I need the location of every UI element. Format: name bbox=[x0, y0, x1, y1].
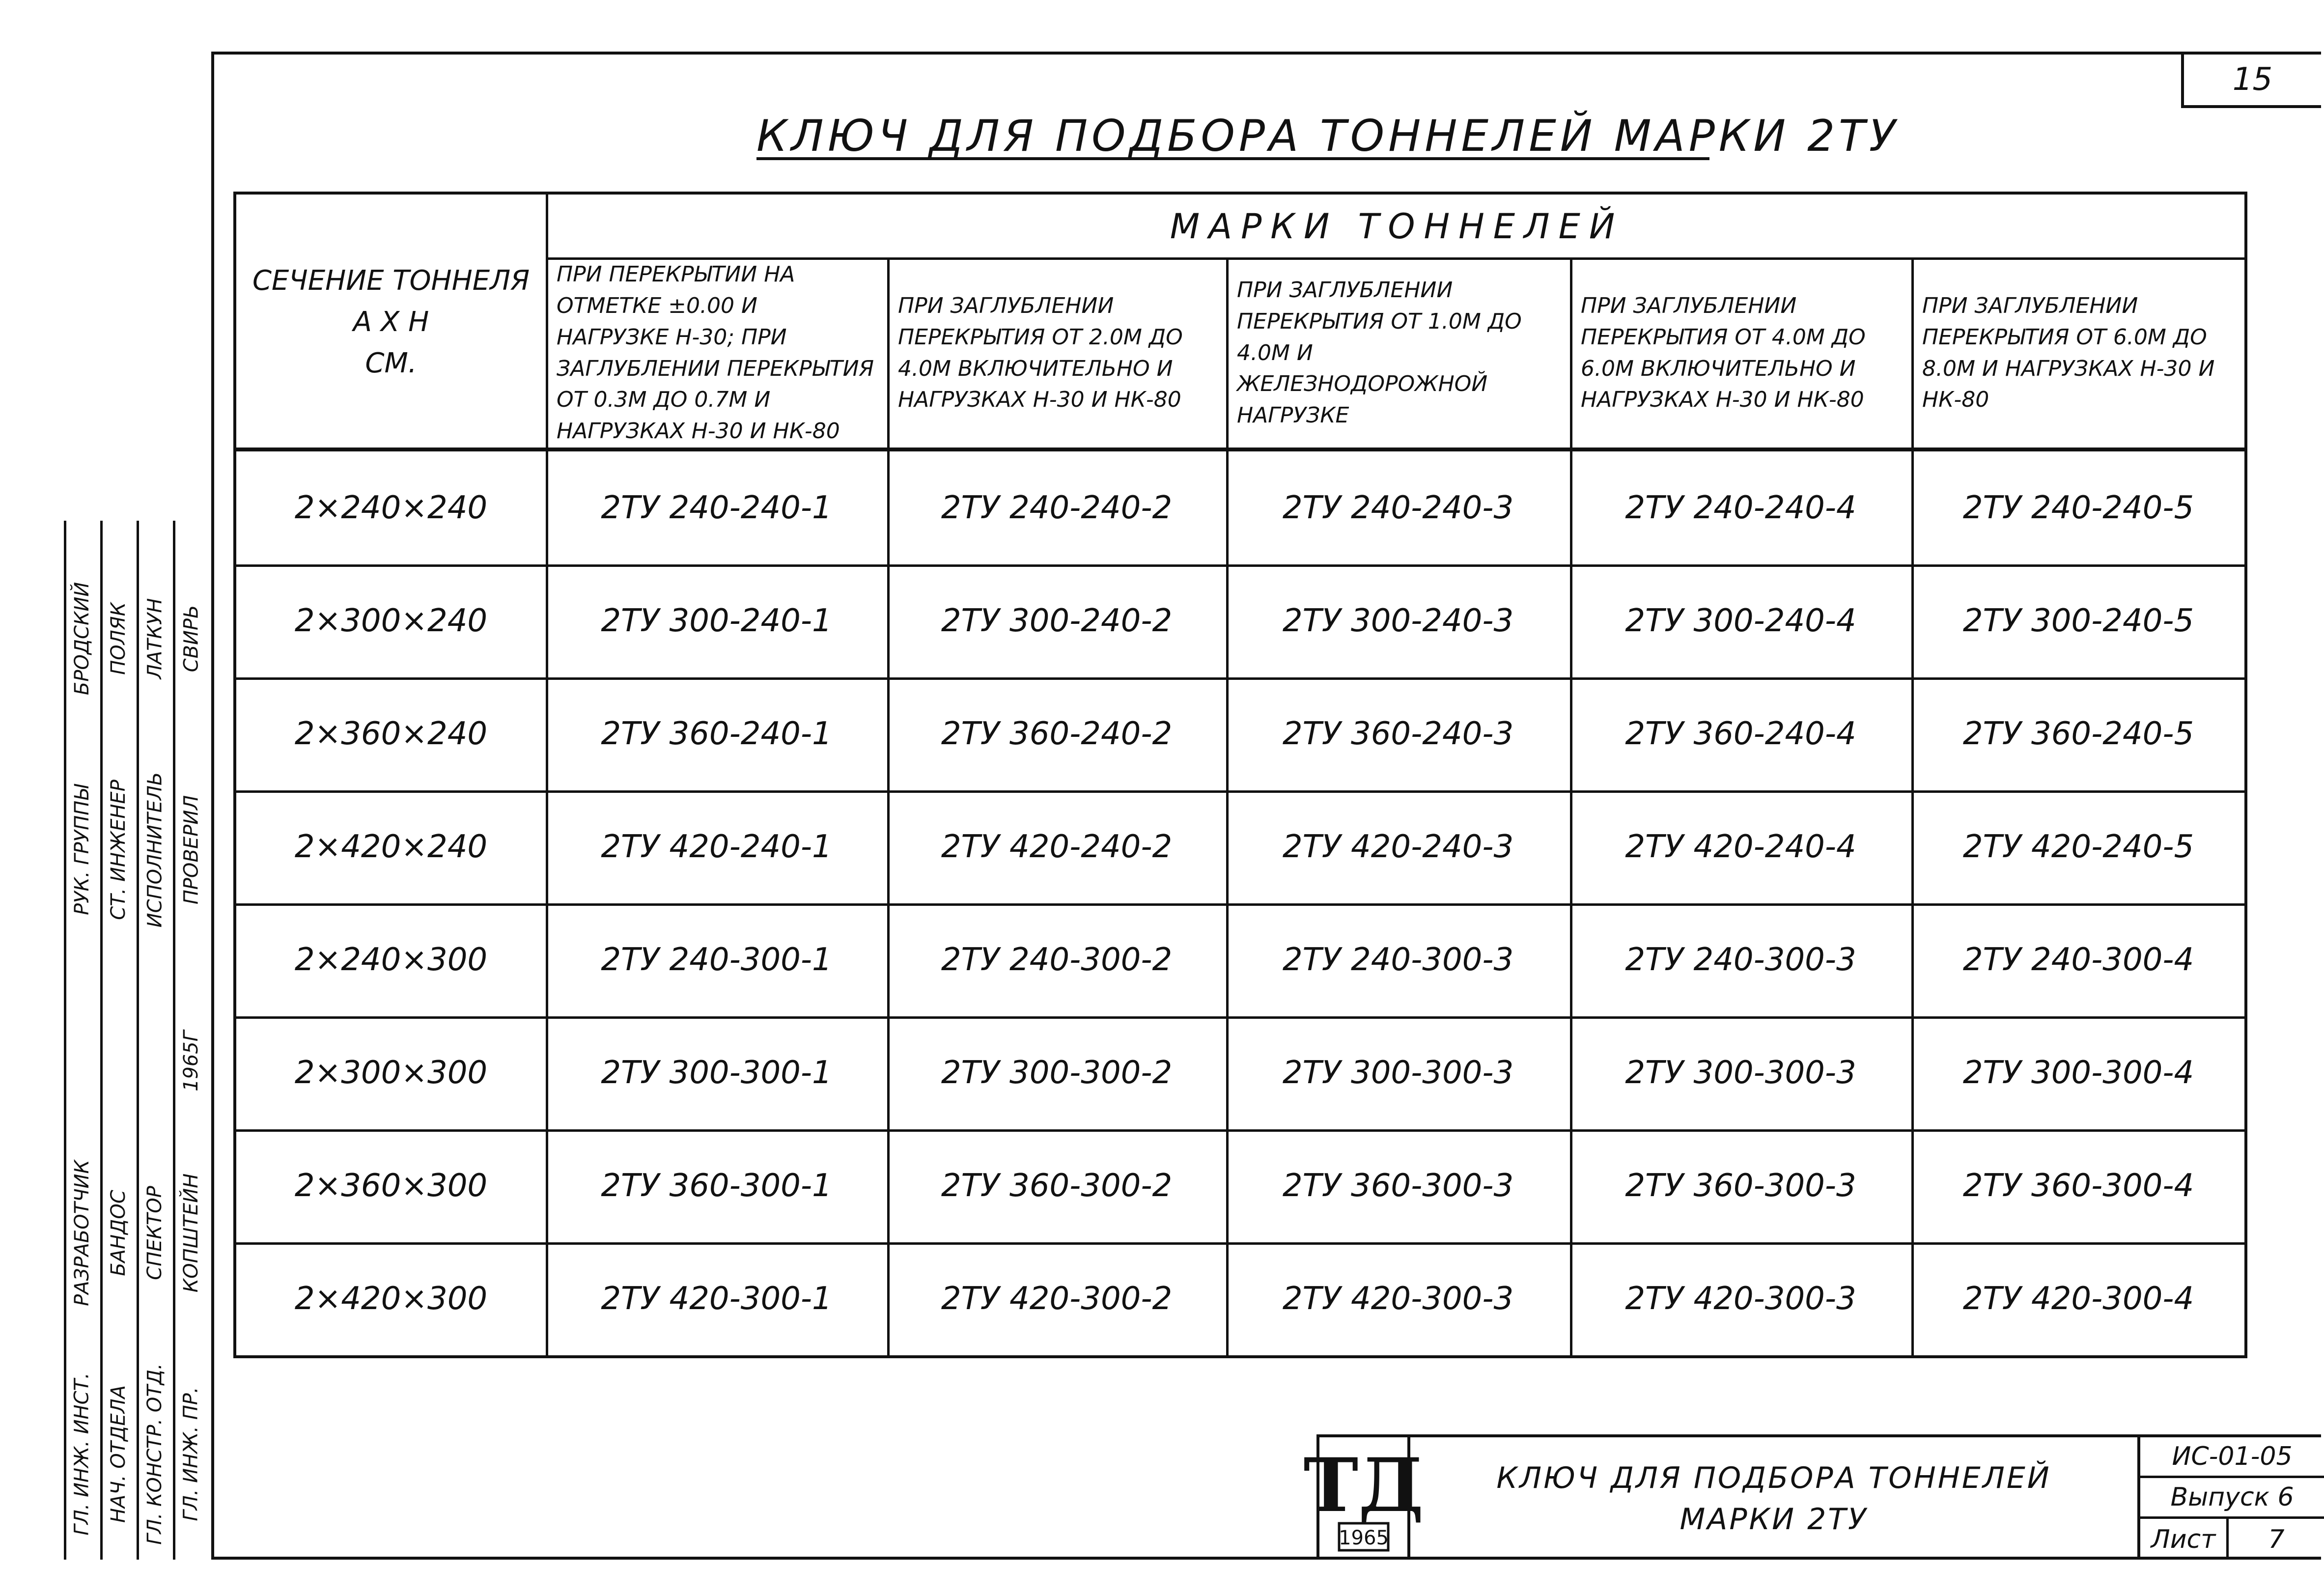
mark-cell: 2ТУ 240-300-2 bbox=[941, 942, 1173, 978]
side-role bbox=[64, 1351, 100, 1557]
side-role-text: ПРОВЕРИЛ bbox=[180, 795, 202, 905]
mark-cell: 2ТУ 300-240-4 bbox=[1625, 603, 1856, 639]
side-role bbox=[100, 747, 137, 953]
side-role-text: ГЛ. ИНЖ. ИНСТ. bbox=[71, 1372, 94, 1536]
section-cell: 2×300×240 bbox=[294, 603, 488, 639]
section-cell: 2×420×300 bbox=[294, 1281, 488, 1317]
mark-cell: 2ТУ 300-300-2 bbox=[941, 1055, 1173, 1091]
logo-letters: ТД bbox=[1303, 1442, 1424, 1529]
logo bbox=[1303, 1437, 1424, 1560]
mark-cell: 2ТУ 240-240-2 bbox=[941, 490, 1173, 526]
mark-cell: 2ТУ 420-240-2 bbox=[941, 829, 1173, 865]
mark-cell: 2ТУ 240-300-3 bbox=[1282, 942, 1514, 978]
stamp-title-line1: КЛЮЧ ДЛЯ ПОДБОРА ТОННЕЛЕЙ bbox=[1496, 1460, 2051, 1495]
stamp-title-line2: МАРКИ 2ТУ bbox=[1680, 1502, 1868, 1537]
section-cell: 2×360×240 bbox=[294, 716, 488, 752]
side-role bbox=[173, 747, 209, 953]
column-header: ПРИ ЗАГЛУБЛЕНИИ ПЕРЕКРЫТИЯ ОТ 6.0М ДО 8.0М И НАГРУЗКАХ Н-30 И НК-80 bbox=[1922, 293, 2215, 413]
side-name bbox=[64, 1130, 100, 1336]
mark-cell: 2ТУ 240-300-1 bbox=[601, 942, 832, 978]
mark-cell: 2ТУ 420-300-2 bbox=[941, 1281, 1173, 1317]
mark-cell: 2ТУ 420-240-4 bbox=[1625, 829, 1856, 865]
mark-cell: 2ТУ 360-240-1 bbox=[601, 716, 832, 752]
side-name-text: ЛАТКУН bbox=[143, 598, 167, 679]
side-role bbox=[100, 1351, 137, 1557]
side-name-text: ПОЛЯК bbox=[107, 602, 130, 675]
mark-cell: 2ТУ 420-240-1 bbox=[601, 829, 832, 865]
side-role bbox=[137, 1351, 173, 1557]
side-role-text: НАЧ. ОТДЕЛА bbox=[107, 1385, 130, 1523]
side-name bbox=[173, 540, 209, 737]
title-block bbox=[1303, 1434, 2321, 1560]
page-title: КЛЮЧ ДЛЯ ПОДБОРА ТОННЕЛЕЙ МАРКИ 2ТУ bbox=[756, 111, 1900, 161]
stamp-title bbox=[1413, 1437, 2135, 1560]
mark-cell: 2ТУ 360-300-2 bbox=[941, 1168, 1173, 1204]
marks-header: МАРКИ ТОННЕЛЕЙ bbox=[1170, 206, 1624, 247]
doc-code: ИС-01-05 bbox=[2140, 1437, 2324, 1478]
section-header-line: СЕЧЕНИЕ ТОННЕЛЯ bbox=[252, 265, 530, 297]
page-number: 15 bbox=[2181, 54, 2321, 108]
side-name bbox=[137, 540, 173, 737]
column-header: ПРИ ПЕРЕКРЫТИИ НА ОТМЕТКЕ ±0.00 И НАГРУЗКЕ Н-30; ПРИ ЗАГЛУБЛЕНИИ ПЕРЕКРЫТИЯ ОТ 0.3М ДО 0.7М И НАГРУЗКАХ Н-30 И НК-80 bbox=[557, 262, 874, 444]
section-cell: 2×240×300 bbox=[294, 942, 488, 978]
mark-cell: 2ТУ 300-240-5 bbox=[1962, 603, 2194, 639]
section-header-line: A X H bbox=[353, 306, 429, 338]
mark-cell: 2ТУ 360-240-5 bbox=[1962, 716, 2194, 752]
mark-cell: 2ТУ 420-300-3 bbox=[1625, 1281, 1856, 1317]
signature-block bbox=[64, 521, 211, 1560]
side-role-text: СТ. ИНЖЕНЕР bbox=[107, 780, 130, 920]
side-role-text: РУК. ГРУППЫ bbox=[71, 784, 93, 915]
mark-cell: 2ТУ 240-300-3 bbox=[1625, 942, 1856, 978]
mark-cell: 2ТУ 240-240-5 bbox=[1962, 490, 2194, 526]
section-cell: 2×360×300 bbox=[294, 1168, 488, 1204]
side-name bbox=[100, 1130, 137, 1336]
mark-cell: 2ТУ 420-240-5 bbox=[1962, 829, 2194, 865]
mark-cell: 2ТУ 300-300-4 bbox=[1962, 1055, 2194, 1091]
section-cell: 2×300×300 bbox=[294, 1055, 488, 1091]
mark-cell: 2ТУ 300-240-1 bbox=[601, 603, 832, 639]
side-name bbox=[137, 1130, 173, 1336]
mark-cell: 2ТУ 420-240-3 bbox=[1282, 829, 1514, 865]
mark-cell: 2ТУ 240-300-4 bbox=[1962, 942, 2194, 978]
sheet-number: 7 bbox=[2268, 1524, 2285, 1554]
side-role-text: ГЛ. ИНЖ. ПР. bbox=[180, 1387, 203, 1521]
section-header-line: СМ. bbox=[365, 347, 417, 379]
side-name-text: БРОДСКИЙ bbox=[71, 582, 93, 696]
mark-cell: 2ТУ 240-240-4 bbox=[1625, 490, 1856, 526]
section-header bbox=[236, 195, 546, 450]
side-name bbox=[100, 540, 137, 737]
mark-cell: 2ТУ 360-240-2 bbox=[941, 716, 1173, 752]
side-name-text: РАЗРАБОТЧИК bbox=[71, 1160, 93, 1306]
side-name bbox=[64, 540, 100, 737]
tunnel-selection-table bbox=[233, 192, 2247, 1358]
side-name-text: СПЕКТОР bbox=[143, 1186, 166, 1280]
side-name bbox=[173, 1130, 209, 1336]
column-header: ПРИ ЗАГЛУБЛЕНИИ ПЕРЕКРЫТИЯ ОТ 1.0М ДО 4.0М И ЖЕЛЕЗНОДОРОЖНОЙ НАГРУЗКЕ bbox=[1237, 278, 1522, 428]
side-role bbox=[64, 747, 100, 953]
section-cell: 2×420×240 bbox=[294, 829, 488, 865]
mark-cell: 2ТУ 300-240-2 bbox=[941, 603, 1173, 639]
mark-cell: 2ТУ 360-240-3 bbox=[1282, 716, 1514, 752]
side-role-text: ИСПОЛНИТЕЛЬ bbox=[143, 772, 166, 928]
logo-year: 1965 bbox=[1339, 1527, 1389, 1549]
sheet-label: Лист bbox=[2140, 1519, 2229, 1560]
side-name-text: СВИРЬ bbox=[180, 605, 203, 672]
stamp-info bbox=[2137, 1437, 2324, 1560]
column-header: ПРИ ЗАГЛУБЛЕНИИ ПЕРЕКРЫТИЯ ОТ 2.0М ДО 4.0М ВКЛЮЧИТЕЛЬНО И НАГРУЗКАХ Н-30 И НК-80 bbox=[898, 293, 1183, 413]
column-header: ПРИ ЗАГЛУБЛЕНИИ ПЕРЕКРЫТИЯ ОТ 4.0М ДО 6.0М ВКЛЮЧИТЕЛЬНО И НАГРУЗКАХ Н-30 И НК-80 bbox=[1581, 293, 1866, 413]
mark-cell: 2ТУ 240-240-3 bbox=[1282, 490, 1514, 526]
mark-cell: 2ТУ 300-240-3 bbox=[1282, 603, 1514, 639]
side-role-text: ГЛ. КОНСТР. ОТД. bbox=[143, 1363, 166, 1545]
side-year-text: 1965Г bbox=[180, 1030, 202, 1092]
side-role bbox=[137, 747, 173, 953]
side-year bbox=[173, 1012, 209, 1110]
issue: Выпуск 6 bbox=[2140, 1478, 2324, 1519]
mark-cell: 2ТУ 360-300-3 bbox=[1282, 1168, 1514, 1204]
side-name-text: КОПШТЕЙН bbox=[180, 1173, 203, 1293]
logo-mark-icon bbox=[1303, 1437, 1424, 1558]
mark-cell: 2ТУ 360-300-1 bbox=[601, 1168, 832, 1204]
mark-cell: 2ТУ 420-300-3 bbox=[1282, 1281, 1514, 1317]
mark-cell: 2ТУ 300-300-3 bbox=[1625, 1055, 1856, 1091]
section-cell: 2×240×240 bbox=[294, 490, 488, 526]
mark-cell: 2ТУ 420-300-4 bbox=[1962, 1281, 2194, 1317]
side-name-text: БАНДОС bbox=[107, 1190, 130, 1276]
mark-cell: 2ТУ 360-240-4 bbox=[1625, 716, 1856, 752]
mark-cell: 2ТУ 240-240-1 bbox=[601, 490, 832, 526]
mark-cell: 2ТУ 420-300-1 bbox=[601, 1281, 832, 1317]
mark-cell: 2ТУ 360-300-4 bbox=[1962, 1168, 2194, 1204]
mark-cell: 2ТУ 300-300-1 bbox=[601, 1055, 832, 1091]
mark-cell: 2ТУ 300-300-3 bbox=[1282, 1055, 1514, 1091]
mark-cell: 2ТУ 360-300-3 bbox=[1625, 1168, 1856, 1204]
side-role bbox=[173, 1351, 209, 1557]
